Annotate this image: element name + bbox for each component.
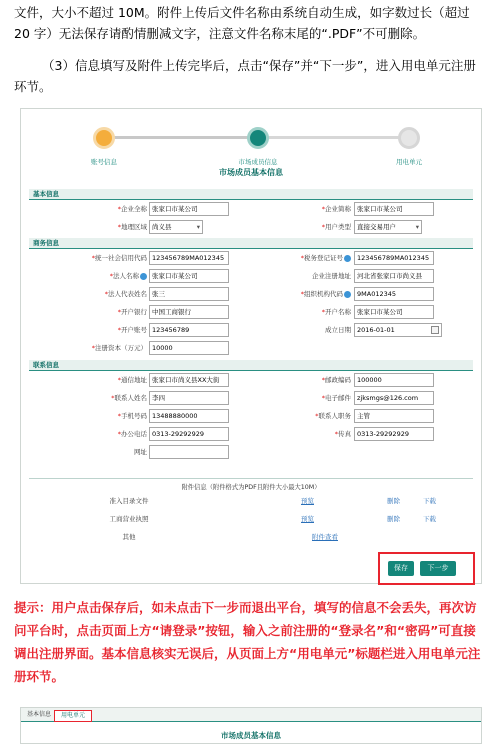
- legal-rep-input[interactable]: 张三: [149, 287, 229, 301]
- form-row: [29, 323, 473, 339]
- field-label: *企业简称: [321, 205, 351, 213]
- company-short-name-input[interactable]: 张家口市某公司: [354, 202, 434, 216]
- form-row: [29, 287, 473, 303]
- field-label: *通信地址: [117, 376, 147, 384]
- field-label: 网址: [134, 448, 147, 456]
- contact-title-input[interactable]: 主管: [354, 409, 434, 423]
- form-row: [29, 202, 473, 218]
- attachments-section: [29, 478, 473, 551]
- member-form: [29, 189, 473, 476]
- reg-address-input[interactable]: 河北省张家口市尚义县: [354, 269, 434, 283]
- form-row: [29, 251, 473, 267]
- account-no-input[interactable]: 123456789: [149, 323, 229, 337]
- instruction-paragraph-2: （3）信息填写及附件上传完毕后，点击“保存”并“下一步”，进入用电单元注册环节。: [14, 58, 476, 94]
- credit-code-input[interactable]: 123456789MA012345: [149, 251, 229, 265]
- step-label-account: 账号信息: [91, 158, 117, 166]
- attachment-row: [29, 512, 473, 526]
- help-icon[interactable]: [344, 255, 351, 262]
- section-basic: 基本信息: [29, 189, 473, 200]
- capital-input[interactable]: 10000: [149, 341, 229, 355]
- field-label: *开户名称: [321, 308, 351, 316]
- form-row: [29, 341, 473, 357]
- next-step-button[interactable]: 下一步: [420, 561, 456, 576]
- website-input[interactable]: [149, 445, 229, 459]
- field-label: *税务登记证号: [249, 251, 351, 265]
- save-button[interactable]: 保存: [388, 561, 414, 576]
- mail-address-input[interactable]: 张家口市尚义县XX大街: [149, 373, 229, 387]
- highlight-box: [378, 552, 475, 585]
- attachment-row: [29, 530, 473, 544]
- field-label: *手机号码: [117, 412, 147, 420]
- field-label: *邮政编码: [321, 376, 351, 384]
- progress-stepper: [21, 119, 481, 171]
- field-label: 成立日期: [325, 326, 351, 334]
- field-label: *电子邮件: [321, 394, 351, 402]
- step-label-unit: 用电单元: [396, 158, 422, 166]
- field-label: *统一社会信用代码: [91, 254, 147, 262]
- company-full-name-input[interactable]: 张家口市某公司: [149, 202, 229, 216]
- section-business: 商务信息: [29, 238, 473, 249]
- field-label: *联系人姓名: [111, 394, 147, 402]
- field-label: *办公电话: [117, 430, 147, 438]
- region-select[interactable]: 尚义县 ▾: [149, 220, 203, 234]
- instruction-paragraph-1: 文件，大小不超过 10M。附件上传后文件名称由系统自动生成，如字数过长（超过 20 字）无法保存请酌情删减文字，注意文件名称末尾的“.PDF”不可删除。: [14, 5, 470, 41]
- contact-name-input[interactable]: 李四: [149, 391, 229, 405]
- field-label: *传真: [334, 430, 351, 438]
- field-label: *地理区域: [117, 223, 147, 231]
- attachment-name: 工商营业执照: [109, 515, 149, 523]
- step-label-member: 市场成员信息: [238, 158, 278, 166]
- form-row: [29, 391, 473, 407]
- form-row: [29, 305, 473, 321]
- field-label: *联系人职务: [315, 412, 351, 420]
- step-dot-unit: [398, 127, 420, 149]
- org-code-input[interactable]: 9MA012345: [354, 287, 434, 301]
- field-label: *企业全称: [117, 205, 147, 213]
- delete-link[interactable]: 删除: [387, 515, 400, 523]
- field-label: *注册资本（万元）: [91, 344, 147, 352]
- form-row: [29, 445, 473, 461]
- step-dot-account: [93, 127, 115, 149]
- field-label: *开户银行: [117, 308, 147, 316]
- view-attachments-link[interactable]: 附件查看: [312, 533, 338, 541]
- attachment-name: 其他: [122, 533, 136, 541]
- user-type-select[interactable]: 直接交易用户 ▾: [354, 220, 422, 234]
- help-icon[interactable]: [140, 273, 147, 280]
- form-row: [29, 220, 473, 236]
- founded-date-input[interactable]: 2016-01-01: [354, 323, 442, 337]
- help-icon[interactable]: [344, 291, 351, 298]
- form-row: [29, 409, 473, 425]
- attachment-name: 准入目录文件: [109, 497, 149, 505]
- tab-bar: [21, 708, 481, 722]
- tab-power-unit[interactable]: 用电单元: [54, 710, 92, 722]
- mobile-input[interactable]: 13488880000: [149, 409, 229, 423]
- tip-paragraph: 提示：用户点击保存后，如未点击下一步而退出平台，填写的信息不会丢失，再次访问平台时，点击页面上方“请登录”按钮，输入之前注册的“登录名”和“密码”可直接调出注册界面。基本信息核实无误后，从页面上方“用电单元”标题栏进入用电单元注册环节。: [14, 600, 481, 684]
- field-label: *用户类型: [321, 223, 351, 231]
- tax-no-input[interactable]: 123456789MA012345: [354, 251, 434, 265]
- section-contact: 联系信息: [29, 360, 473, 371]
- account-name-input[interactable]: 张家口市某公司: [354, 305, 434, 319]
- step-connector: [113, 136, 249, 139]
- fax-input[interactable]: 0313-29292929: [354, 427, 434, 441]
- form-row: [29, 427, 473, 443]
- delete-link[interactable]: 删除: [387, 497, 400, 505]
- legal-name-input[interactable]: 张家口市某公司: [149, 269, 229, 283]
- form-row: [29, 269, 473, 285]
- field-label: *法人代表姓名: [104, 290, 147, 298]
- download-link[interactable]: 下载: [423, 515, 436, 523]
- attachments-header: 附件信息（附件格式为PDF且附件大小最大10M）: [181, 484, 321, 491]
- postcode-input[interactable]: 100000: [354, 373, 434, 387]
- office-phone-input[interactable]: 0313-29292929: [149, 427, 229, 441]
- field-label: *组织机构代码: [249, 287, 351, 301]
- bank-input[interactable]: 中国工商银行: [149, 305, 229, 319]
- email-input[interactable]: zjksmgs@126.com: [354, 391, 434, 405]
- step-connector: [267, 136, 400, 139]
- preview-link[interactable]: 预览: [301, 497, 314, 505]
- step-dot-member: [247, 127, 269, 149]
- form-title: 市场成员基本信息: [219, 168, 283, 177]
- form-row: [29, 373, 473, 389]
- registration-screenshot: [20, 108, 482, 584]
- field-label: 企业注册地址: [312, 272, 351, 280]
- field-label: *开户账号: [117, 326, 147, 334]
- second-screenshot: [20, 707, 482, 744]
- calendar-icon[interactable]: [431, 326, 439, 334]
- preview-link[interactable]: 预览: [301, 515, 314, 523]
- attachment-row: [29, 494, 473, 508]
- field-label: *法人名称: [29, 269, 147, 283]
- tab-basic-info[interactable]: 基本信息: [27, 711, 52, 718]
- page-title: 市场成员基本信息: [221, 731, 281, 740]
- download-link[interactable]: 下载: [423, 497, 436, 505]
